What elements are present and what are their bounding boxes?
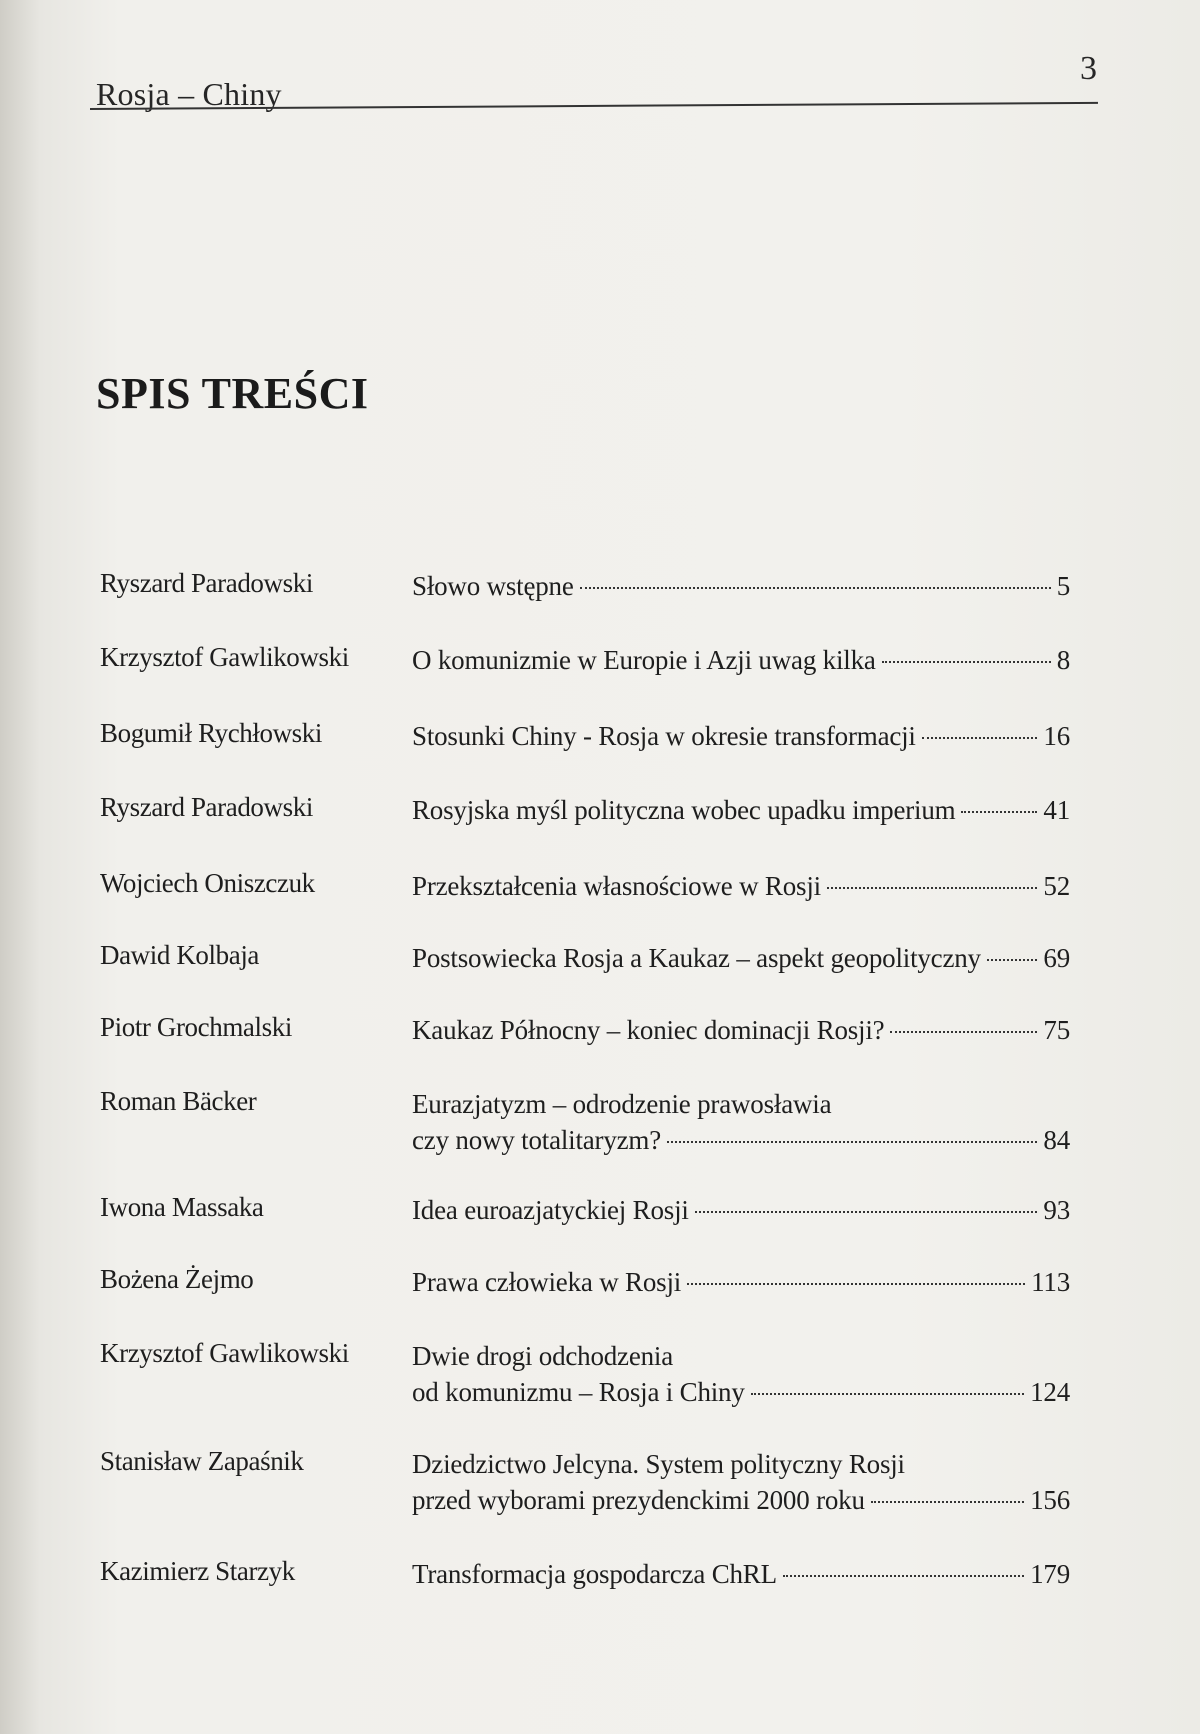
toc-page-number: 16 xyxy=(1043,721,1070,751)
dot-leader xyxy=(922,737,1038,739)
toc-title-last-line xyxy=(412,940,1070,976)
toc-title-line: Eurazjatyzm – odrodzenie prawosławia xyxy=(412,1089,832,1119)
toc-title-block xyxy=(412,1192,1070,1228)
toc-page-number: 69 xyxy=(1043,943,1070,973)
toc-title-block xyxy=(412,1086,1070,1158)
toc-title-block xyxy=(412,792,1070,828)
toc-title-line: O komunizmie w Europie i Azji uwag kilka xyxy=(412,645,876,675)
dot-leader xyxy=(961,811,1037,813)
toc-page-number: 124 xyxy=(1030,1377,1070,1407)
toc-title-last-line xyxy=(412,1482,1070,1518)
toc-author: Iwona Massaka xyxy=(100,1192,264,1222)
toc-author: Krzysztof Gawlikowski xyxy=(100,642,349,672)
toc-author: Ryszard Paradowski xyxy=(100,792,313,822)
toc-title-last-line xyxy=(412,642,1070,678)
toc-page-number: 5 xyxy=(1056,571,1070,601)
toc-title-last-line xyxy=(412,1012,1070,1048)
toc-author: Bożena Żejmo xyxy=(100,1264,254,1294)
toc-author: Piotr Grochmalski xyxy=(100,1012,292,1042)
toc-title-line: Dwie drogi odchodzenia xyxy=(412,1341,674,1371)
toc-title-line: Stosunki Chiny - Rosja w okresie transformacji xyxy=(412,721,916,751)
toc-page-number: 93 xyxy=(1043,1195,1070,1225)
toc-title-line: Idea euroazjatyckiej Rosji xyxy=(412,1195,689,1225)
toc-title-line: Transformacja gospodarcza ChRL xyxy=(412,1559,777,1589)
toc-title-block xyxy=(412,642,1070,678)
page-number: 3 xyxy=(1080,50,1097,87)
toc-title-block xyxy=(412,1556,1070,1592)
toc-title-block xyxy=(412,1338,1070,1410)
toc-page-number: 113 xyxy=(1031,1267,1070,1297)
toc-title-block xyxy=(412,568,1070,604)
toc-author: Wojciech Oniszczuk xyxy=(100,868,315,898)
dot-leader xyxy=(667,1141,1037,1143)
toc-title-line: Słowo wstępne xyxy=(412,571,574,601)
toc-title-last-line xyxy=(412,1374,1070,1410)
dot-leader xyxy=(687,1283,1025,1285)
toc-title-last-line xyxy=(412,718,1070,754)
toc-author: Bogumił Rychłowski xyxy=(100,718,322,748)
toc-title-last-line xyxy=(412,1192,1070,1228)
toc-title-block xyxy=(412,718,1070,754)
dot-leader xyxy=(695,1211,1038,1213)
toc-title-line: przed wyborami prezydenckimi 2000 roku xyxy=(412,1485,865,1515)
toc-page-number: 52 xyxy=(1043,871,1070,901)
toc-title-line: od komunizmu – Rosja i Chiny xyxy=(412,1377,745,1407)
toc-author: Kazimierz Starzyk xyxy=(100,1556,295,1586)
toc-heading: SPIS TREŚCI xyxy=(96,369,369,418)
toc-title-line: Kaukaz Północny – koniec dominacji Rosji? xyxy=(412,1015,885,1045)
toc-title-last-line xyxy=(412,1556,1070,1592)
dot-leader xyxy=(871,1501,1024,1503)
dot-leader xyxy=(751,1393,1024,1395)
toc-title-block xyxy=(412,1264,1070,1300)
dot-leader xyxy=(783,1575,1024,1577)
toc-page-number: 84 xyxy=(1043,1125,1070,1155)
toc-title-line: czy nowy totalitaryzm? xyxy=(412,1125,662,1155)
running-header-title: Rosja – Chiny xyxy=(96,76,282,112)
toc-author: Roman Bäcker xyxy=(100,1086,257,1116)
toc-author: Stanisław Zapaśnik xyxy=(100,1446,304,1476)
toc-page-number: 75 xyxy=(1043,1015,1070,1045)
toc-title-block xyxy=(412,940,1070,976)
toc-page-number: 156 xyxy=(1030,1485,1070,1515)
toc-title-last-line xyxy=(412,1122,1070,1158)
toc-title-last-line xyxy=(412,568,1070,604)
toc-page-number: 8 xyxy=(1056,645,1070,675)
toc-author: Dawid Kolbaja xyxy=(100,940,260,970)
toc-title-block xyxy=(412,1012,1070,1048)
toc-title-last-line xyxy=(412,868,1070,904)
toc-title-block xyxy=(412,868,1070,904)
toc-title-line: Rosyjska myśl polityczna wobec upadku imperium xyxy=(412,795,956,825)
dot-leader xyxy=(890,1031,1037,1033)
toc-title-line: Przekształcenia własnościowe w Rosji xyxy=(412,871,821,901)
dot-leader xyxy=(580,587,1051,589)
toc-page-number: 41 xyxy=(1043,795,1070,825)
dot-leader xyxy=(827,887,1037,889)
toc-title-line: Prawa człowieka w Rosji xyxy=(412,1267,682,1297)
toc-title-line: Postsowiecka Rosja a Kaukaz – aspekt geopolityczny xyxy=(412,943,981,973)
dot-leader xyxy=(882,661,1051,663)
dot-leader xyxy=(987,959,1038,961)
toc-title-line: Dziedzictwo Jelcyna. System polityczny Rosji xyxy=(412,1449,905,1479)
toc-author: Ryszard Paradowski xyxy=(100,568,313,598)
toc-title-last-line xyxy=(412,792,1070,828)
toc-title-block xyxy=(412,1446,1070,1518)
toc-title-last-line xyxy=(412,1264,1070,1300)
toc-page-number: 179 xyxy=(1030,1559,1070,1589)
toc-author: Krzysztof Gawlikowski xyxy=(100,1338,349,1368)
